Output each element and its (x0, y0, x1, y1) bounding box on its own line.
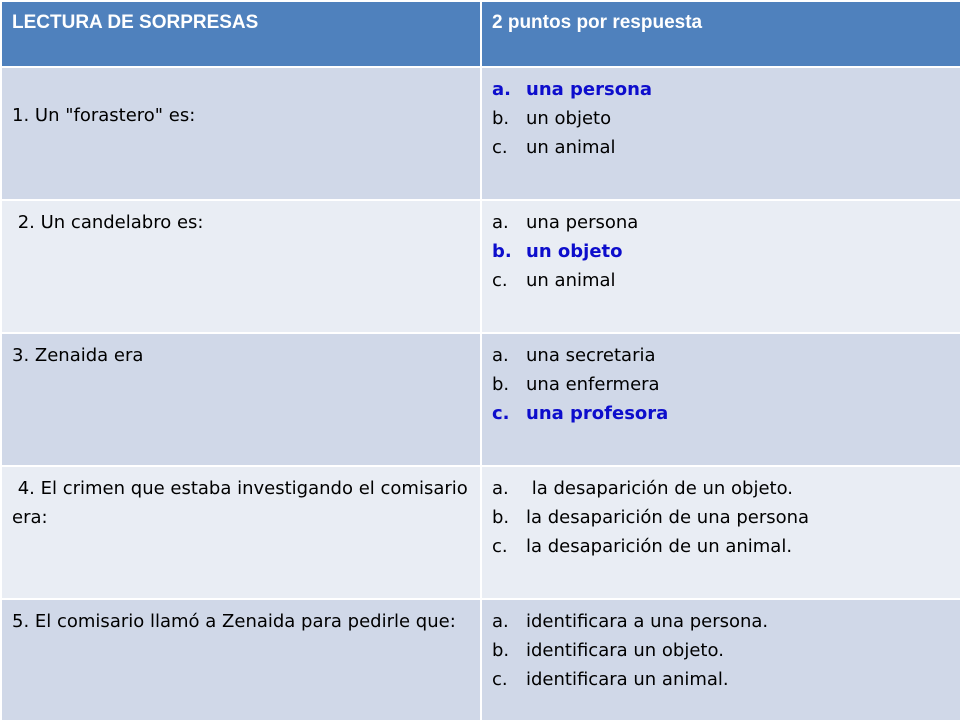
options-cell (481, 67, 960, 200)
option-item (492, 503, 960, 532)
option-text: una persona (526, 79, 653, 100)
header-title: LECTURA DE SORPRESAS (1, 1, 481, 67)
option-text: la desaparición de una persona (526, 507, 810, 528)
options-list (492, 474, 960, 561)
options-list (492, 75, 960, 162)
option-letter: b. (492, 108, 510, 129)
option-text: un animal (526, 137, 616, 158)
option-item (492, 474, 960, 503)
option-letter: a. (492, 212, 509, 233)
header-points: 2 puntos por respuesta (481, 1, 960, 67)
option-item (492, 208, 960, 237)
option-text: la desaparición de un objeto. (526, 478, 794, 499)
table-row (1, 599, 960, 721)
question-text: 1. Un "forastero" es: (12, 105, 196, 126)
option-letter: b. (492, 241, 512, 262)
option-item (492, 665, 960, 694)
option-item (492, 636, 960, 665)
option-letter: b. (492, 640, 510, 661)
option-item (492, 133, 960, 162)
question-cell (1, 466, 481, 599)
option-text: identificara un objeto. (526, 640, 724, 661)
options-cell (481, 599, 960, 721)
option-item (492, 607, 960, 636)
table-row (1, 200, 960, 333)
option-text: la desaparición de un animal. (526, 536, 793, 557)
option-item (492, 266, 960, 295)
option-letter: c. (492, 270, 508, 291)
option-letter: c. (492, 403, 510, 424)
table-row (1, 67, 960, 200)
option-letter: a. (492, 478, 509, 499)
options-cell (481, 200, 960, 333)
option-text: una persona (526, 212, 639, 233)
option-item-correct (492, 399, 960, 428)
option-letter: c. (492, 669, 508, 690)
question-cell (1, 333, 481, 466)
question-text: 2. Un candelabro es: (12, 212, 204, 233)
option-item (492, 370, 960, 399)
table-row (1, 333, 960, 466)
option-item-correct (492, 237, 960, 266)
option-text: una enfermera (526, 374, 660, 395)
question-cell (1, 599, 481, 721)
option-text: una profesora (526, 403, 669, 424)
question-text: 5. El comisario llamó a Zenaida para pedirle que: (12, 611, 456, 632)
option-text: identificara un animal. (526, 669, 729, 690)
option-item (492, 341, 960, 370)
option-letter: b. (492, 507, 510, 528)
option-letter: c. (492, 137, 508, 158)
option-text: identificara a una persona. (526, 611, 769, 632)
question-cell (1, 67, 481, 200)
options-cell (481, 466, 960, 599)
question-text: 3. Zenaida era (12, 345, 144, 366)
option-item-correct (492, 75, 960, 104)
option-item (492, 104, 960, 133)
option-text: un objeto (526, 108, 612, 129)
option-letter: a. (492, 79, 511, 100)
options-list (492, 208, 960, 295)
option-letter: a. (492, 345, 509, 366)
option-text: una secretaria (526, 345, 656, 366)
option-letter: c. (492, 536, 508, 557)
option-text: un objeto (526, 241, 623, 262)
table-header-row (1, 1, 960, 67)
question-text: 4. El crimen que estaba investigando el comisario era: (12, 478, 474, 528)
option-text: un animal (526, 270, 616, 291)
table-row (1, 466, 960, 599)
option-letter: b. (492, 374, 510, 395)
options-list (492, 341, 960, 428)
option-item (492, 532, 960, 561)
option-letter: a. (492, 611, 509, 632)
options-list (492, 607, 960, 694)
options-cell (481, 333, 960, 466)
question-cell (1, 200, 481, 333)
